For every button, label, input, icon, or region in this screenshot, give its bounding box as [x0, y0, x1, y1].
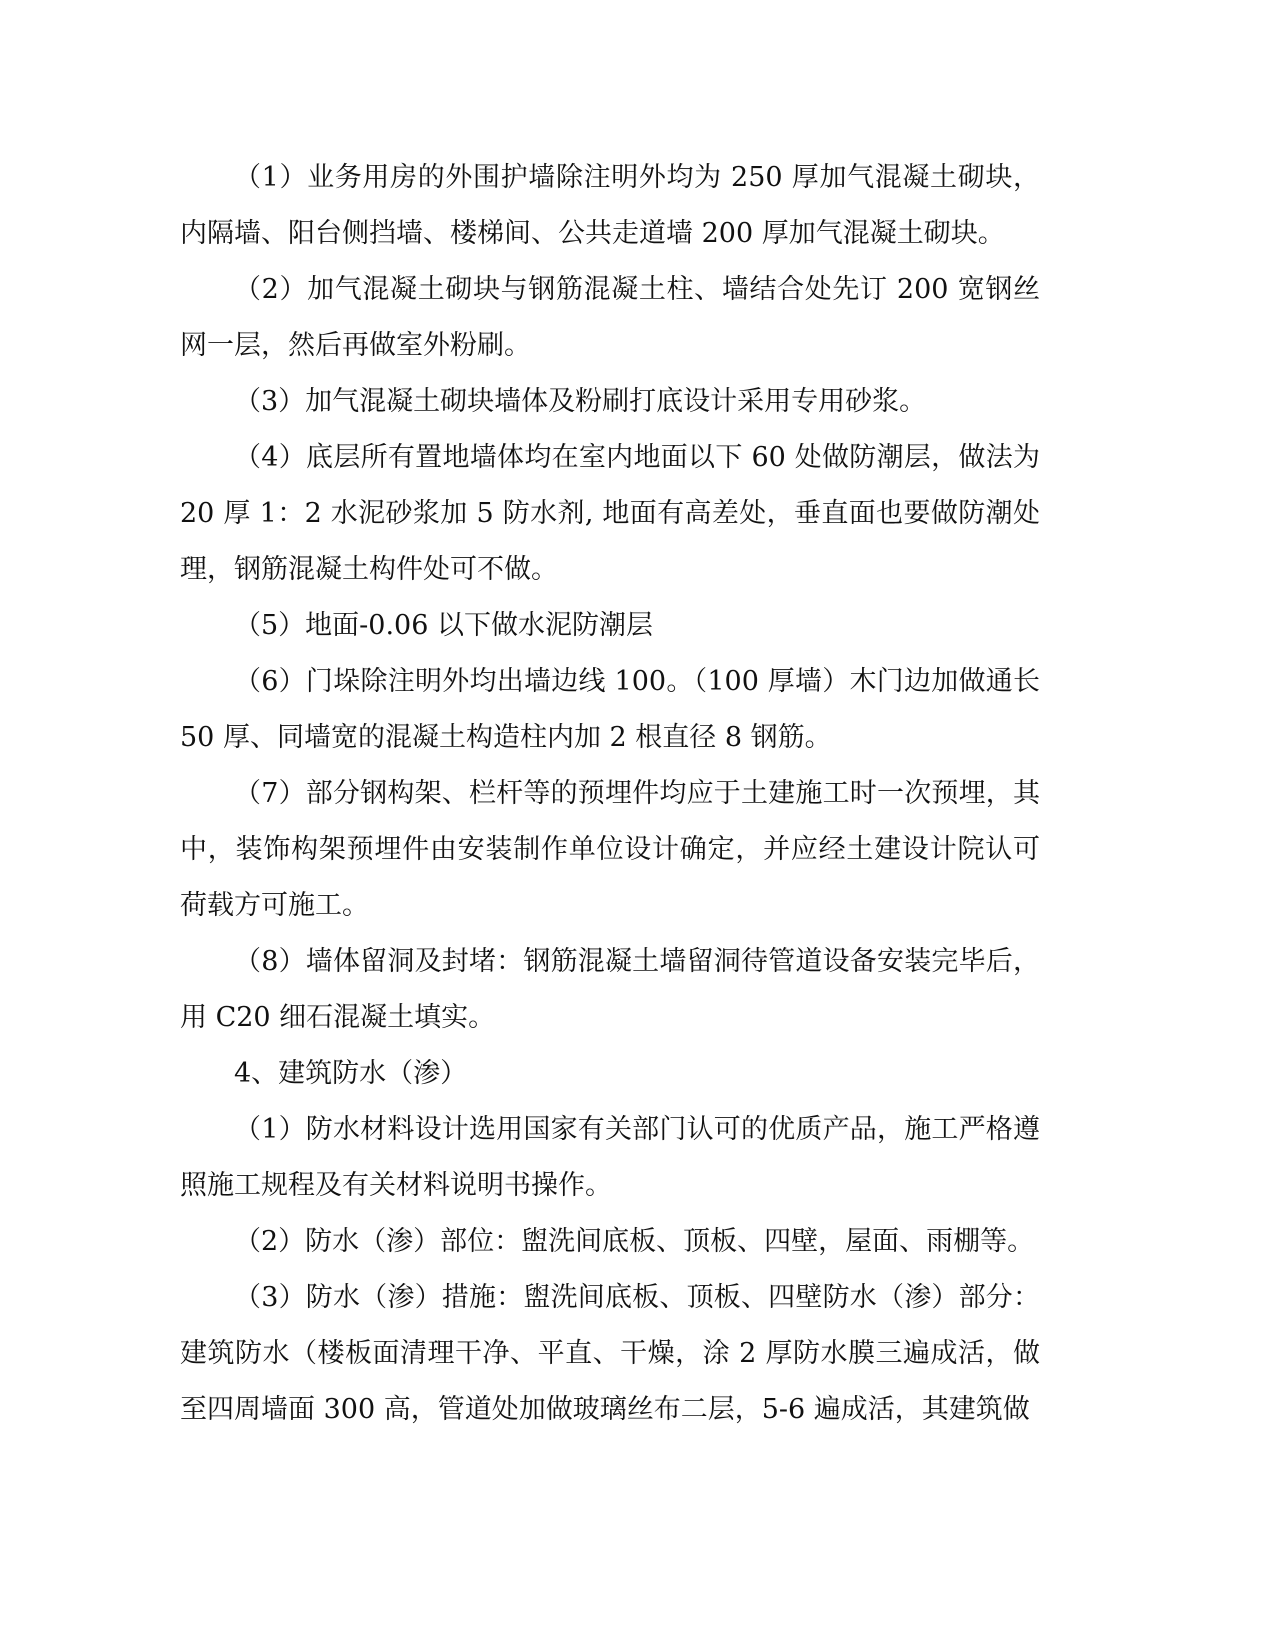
paragraph-waterproof-materials: （1）防水材料设计选用国家有关部门认可的优质产品，施工严格遵照施工规程及有关材料说明书操作。	[180, 1114, 1040, 1201]
paragraph-embedded-parts: （7）部分钢构架、栏杆等的预埋件均应于土建施工时一次预埋，其中，装饰构架预埋件由安装制作单位设计确定，并应经土建设计院认可荷载方可施工。	[180, 778, 1040, 921]
paragraph-wall-materials: （1）业务用房的外围护墙除注明外均为 250 厚加气混凝土砌块，内隔墙、阳台侧挡墙、楼梯间、公共走道墙 200 厚加气混凝土砌块。	[180, 162, 1040, 249]
paragraph-cement-damp-layer: （5）地面-0.06 以下做水泥防潮层	[234, 610, 654, 641]
document-body	[180, 150, 1040, 1438]
paragraph-special-mortar: （3）加气混凝土砌块墙体及粉刷打底设计采用专用砂浆。	[234, 386, 927, 417]
paragraph-waterproof-locations: （2）防水（渗）部位：盥洗间底板、顶板、四壁，屋面、雨棚等。	[234, 1226, 1035, 1257]
paragraph-door-jamb: （6）门垛除注明外均出墙边线 100。（100 厚墙）木门边加做通长 50 厚、同墙宽的混凝土构造柱内加 2 根直径 8 钢筋。	[180, 666, 1040, 753]
section-heading-waterproofing: 4、建筑防水（渗）	[234, 1058, 468, 1089]
paragraph-damp-proof-layer: （4）底层所有置地墙体均在室内地面以下 60 处做防潮层，做法为 20 厚 1：2 水泥砂浆加 5 防水剂, 地面有高差处，垂直面也要做防潮处理，钢筋混凝土构件处可不做。	[180, 442, 1040, 585]
paragraph-wall-openings: （8）墙体留洞及封堵：钢筋混凝土墙留洞待管道设备安装完毕后，用 C20 细石混凝土填实。	[180, 946, 1040, 1033]
paragraph-steel-mesh: （2）加气混凝土砌块与钢筋混凝土柱、墙结合处先订 200 宽钢丝网一层，然后再做室外粉刷。	[180, 274, 1040, 361]
paragraph-waterproof-measures: （3）防水（渗）措施：盥洗间底板、顶板、四壁防水（渗）部分：建筑防水（楼板面清理干净、平直、干燥，涂 2 厚防水膜三遍成活，做至四周墙面 300 高，管道处加做玻璃丝布二层，5-6 遍成活，其建筑做	[180, 1282, 1040, 1425]
